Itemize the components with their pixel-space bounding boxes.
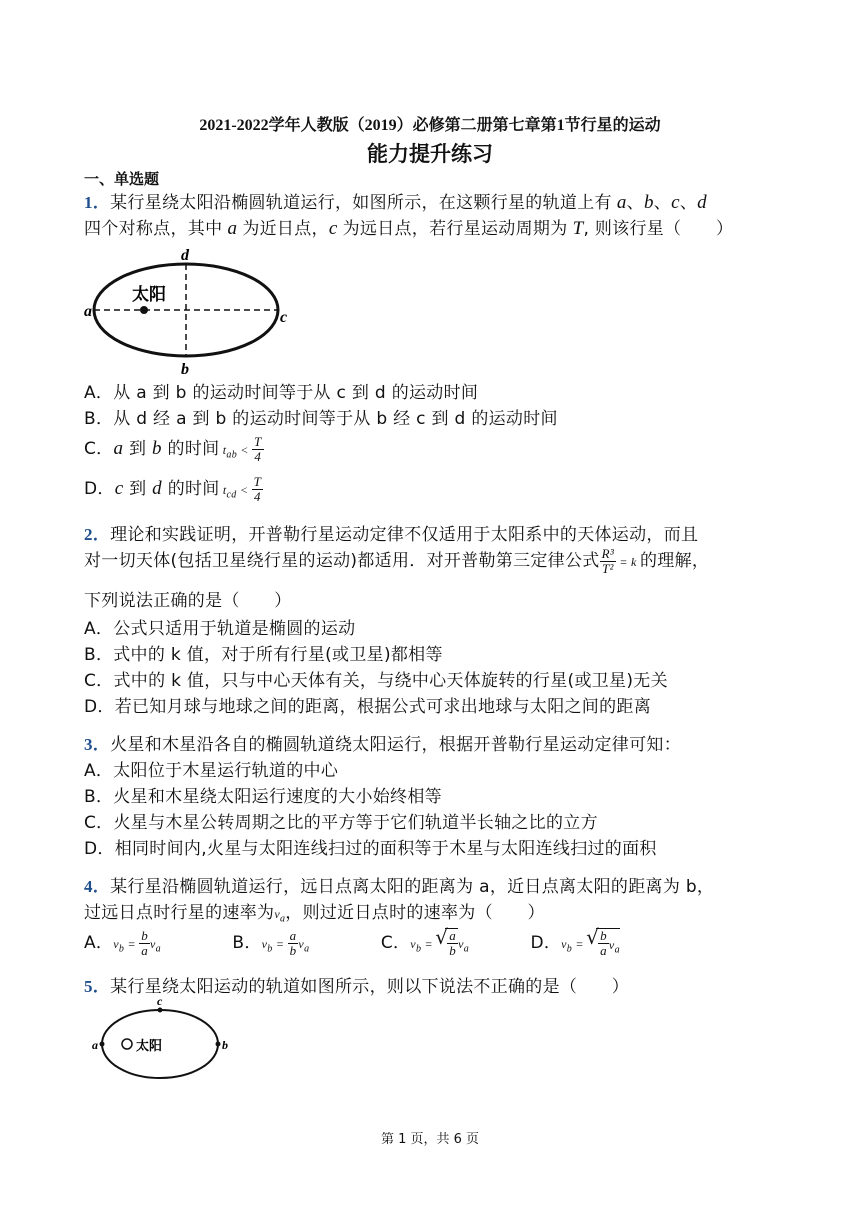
point-b-label: b [181, 361, 189, 378]
question-4-option-a: A．$v_b$ = $\frac{b}{a}$ $v_a$ [84, 927, 161, 958]
question-2-line-3: 下列说法正确的是（ ） [84, 591, 292, 611]
question-4-options [84, 928, 620, 958]
point-d-label: d [181, 247, 189, 264]
point-b-dot [216, 1042, 221, 1047]
point-a-dot [100, 1042, 105, 1047]
point-c-label: c [280, 309, 288, 326]
question-2-option-a: A．公式只适用于轨道是椭圆的运动 [84, 619, 356, 639]
question-1-line-1: 1．某行星绕太阳沿椭圆轨道运行，如图所示，在这颗行星的轨道上有 a、b、c、d [84, 192, 707, 213]
question-3-option-c: C．火星与木星公转周期之比的平方等于它们轨道半长轴之比的立方 [84, 813, 598, 833]
point-c-label: c [157, 996, 163, 1008]
orbit-figure-1 [84, 240, 294, 380]
page-footer: 第 1 页，共 6 页 [380, 1132, 480, 1147]
section-heading: 一、单选题 [84, 170, 160, 188]
question-3-line-1: 3．火星和木星沿各自的椭圆轨道绕太阳运行，根据开普勒行星运动定律可知： [84, 735, 682, 755]
question-4-option-c: C．$v_b$ = √ $\frac{a}{b}$ $v_a$ [381, 933, 469, 953]
question-1-option-b: B．从 d 经 a 到 b 的运动时间等于从 b 经 c 到 d 的运动时间 [84, 409, 558, 429]
question-4-option-d: D．$v_b$ = √ $\frac{b}{a}$ $v_a$ [530, 933, 619, 953]
question-3-option-b: B．火星和木星绕太阳运行速度的大小始终相等 [84, 787, 442, 807]
point-c-dot [158, 1008, 163, 1013]
question-3-option-d: D．相同时间内,火星与太阳连线扫过的面积等于木星与太阳连线扫过的面积 [84, 839, 657, 859]
orbit-figure-2 [88, 996, 238, 1086]
sun-label: 太阳 [136, 1038, 163, 1053]
sun-circle [122, 1039, 132, 1049]
question-4-line-2: 过远日点时行星的速率为$v_a$，则过近日点时的速率为（ ） [84, 903, 545, 925]
question-5-line-1: 5．某行星绕太阳运动的轨道如图所示，则以下说法不正确的是（ ） [84, 977, 630, 997]
question-4-option-b: B．$v_b$ = $\frac{a}{b}$ $v_a$ [232, 927, 310, 958]
question-4-line-1: 4．某行星沿椭圆轨道运行，远日点离太阳的距离为 a，近日点离太阳的距离为 b， [84, 877, 715, 897]
sun-dot [140, 306, 148, 314]
question-1-option-d: D．c 到 d 的时间 $t_{cd}$ < $\frac{T}{4}$ [84, 473, 262, 504]
question-1-option-c: C．a 到 b 的时间 $t_{ab}$ < $\frac{T}{4}$ [84, 433, 262, 464]
question-2-line-1: 2．理论和实践证明，开普勒行星运动定律不仅适用于太阳系中的天体运动，而且 [84, 525, 699, 545]
question-2-option-d: D．若已知月球与地球之间的距离，根据公式可求出地球与太阳之间的距离 [84, 697, 651, 717]
sun-label: 太阳 [132, 285, 166, 304]
question-2-option-c: C．式中的 k 值，只与中心天体有关，与绕中心天体旋转的行星(或卫星)无关 [84, 671, 668, 691]
question-2-line-2: 对一切天体(包括卫星绕行星的运动)都适用．对开普勒第三定律公式 $\frac{\text{R³}}{\text{T²}}$ = k 的理解， [84, 545, 710, 576]
point-a-label: a [84, 303, 92, 320]
question-2-option-b: B．式中的 k 值，对于所有行星(或卫星)都相等 [84, 645, 443, 665]
point-a-label: a [92, 1038, 98, 1052]
question-3-option-a: A．太阳位于木星运行轨道的中心 [84, 761, 339, 781]
document-title: 2021-2022学年人教版（2019）必修第二册第七章第1节行星的运动 [199, 117, 661, 134]
question-number: 1． [84, 193, 111, 212]
document-subtitle: 能力提升练习 [367, 142, 493, 166]
question-1-option-a: A．从 a 到 b 的运动时间等于从 c 到 d 的运动时间 [84, 383, 479, 403]
point-b-label: b [222, 1038, 228, 1052]
question-1-line-2: 四个对称点，其中 a 为近日点，c 为远日点，若行星运动周期为 T, 则该行星（ ） [84, 218, 734, 239]
